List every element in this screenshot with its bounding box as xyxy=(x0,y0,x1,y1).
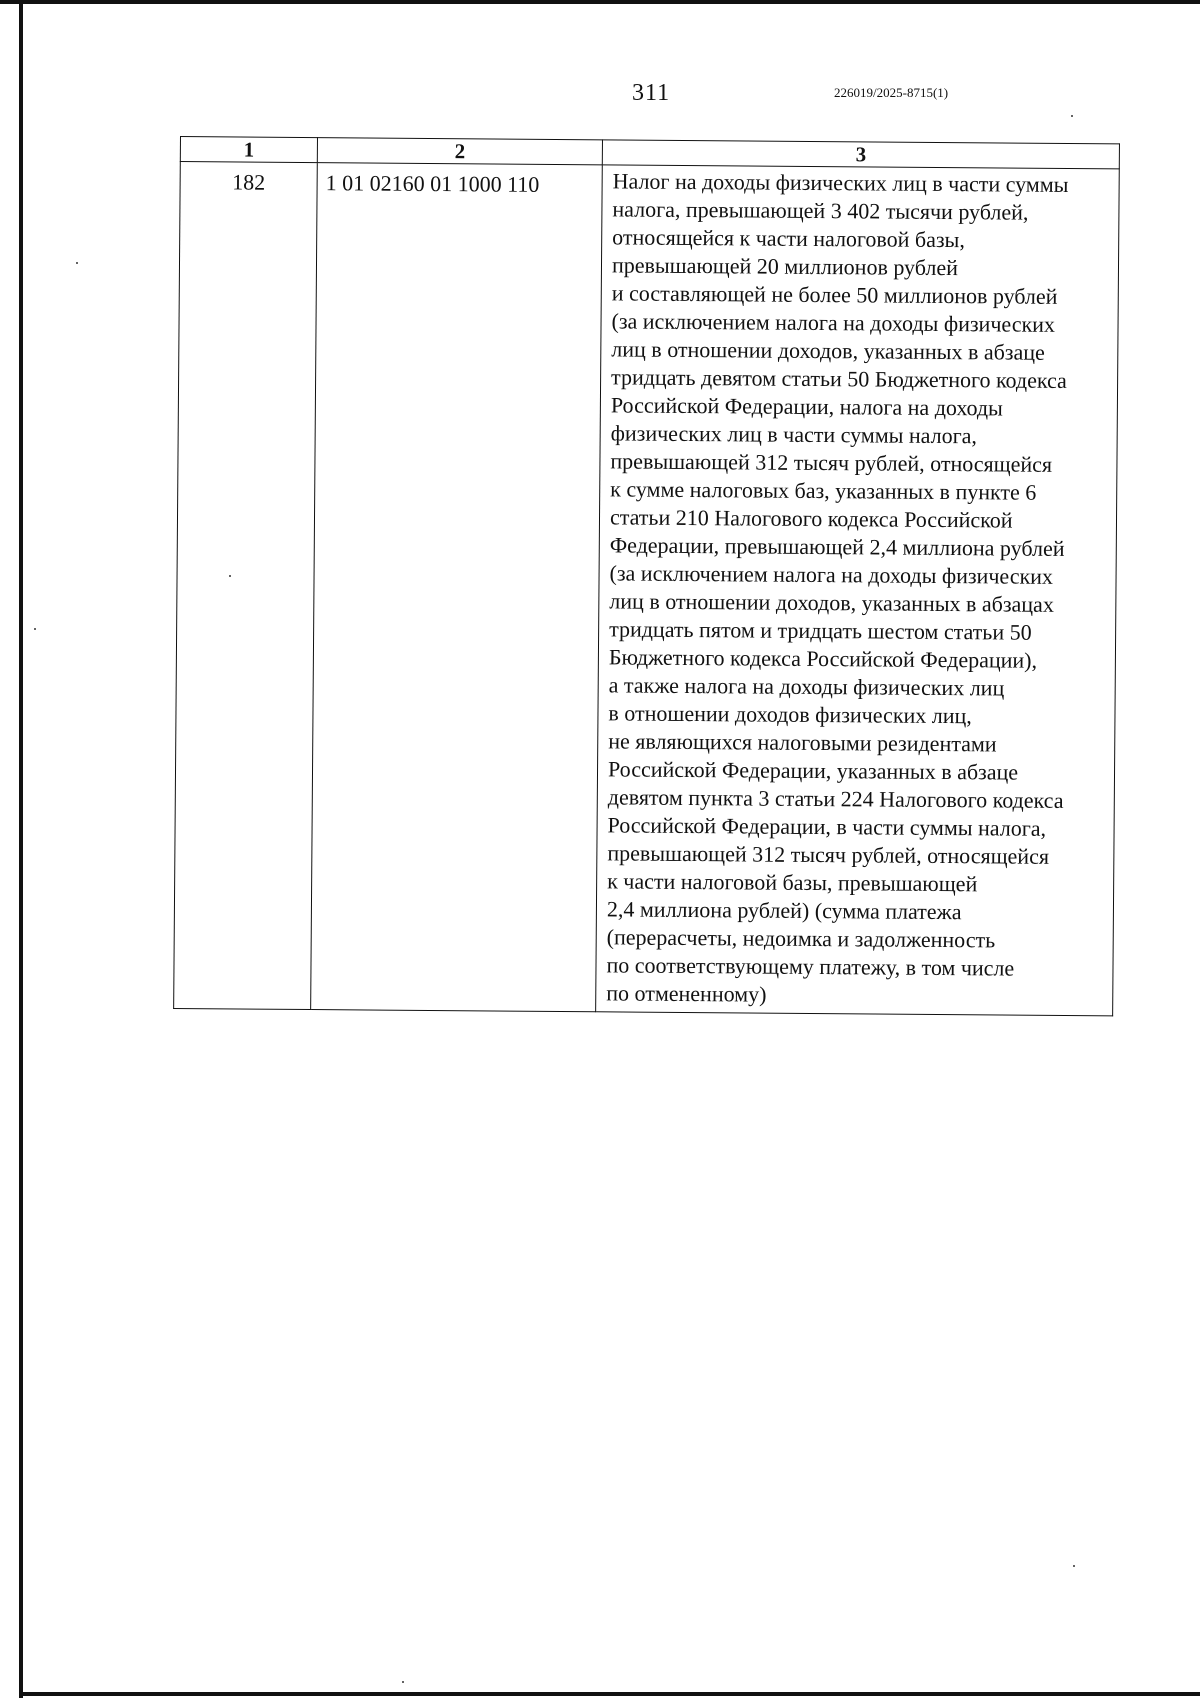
description-line: к сумме налоговых баз, указанных в пункте 6 xyxy=(610,476,1037,505)
document-id: 226019/2025-8715(1) xyxy=(834,85,949,100)
column-header-2: 2 xyxy=(317,138,602,165)
scan-speck xyxy=(1073,1565,1075,1567)
column-header-1: 1 xyxy=(180,137,317,163)
description-line: и составляющей не более 50 миллионов рублей xyxy=(611,280,1058,309)
description-cell xyxy=(596,165,1120,1016)
description-line: не являющихся налоговыми резидентами xyxy=(608,728,997,757)
description-line: к части налоговой базы, превышающей xyxy=(607,868,978,897)
scan-speck xyxy=(1071,115,1073,117)
scan-speck xyxy=(402,1681,404,1683)
description-line: лиц в отношении доходов, указанных в абзацах xyxy=(609,588,1054,617)
description-line: Федерации, превышающей 2,4 миллиона рублей xyxy=(609,532,1065,561)
description-line: превышающей 20 миллионов рублей xyxy=(611,252,959,281)
description-line: относящейся к части налоговой базы, xyxy=(612,224,965,253)
table-row xyxy=(174,162,1120,1016)
scan-border-bottom xyxy=(19,1692,1200,1696)
scan-speck xyxy=(76,262,78,264)
description-line: физических лиц в части суммы налога, xyxy=(610,420,978,449)
description-line: Российской Федерации, в части суммы налога, xyxy=(607,812,1047,841)
description-line: Российской Федерации, налога на доходы xyxy=(610,392,1004,421)
description-line: по отмененному) xyxy=(606,980,767,1007)
budget-code-table xyxy=(173,136,1120,1016)
description-line: Российской Федерации, указанных в абзаце xyxy=(607,756,1019,785)
scan-border-top xyxy=(0,0,1200,4)
description-line: Налог на доходы физических лиц в части суммы xyxy=(612,168,1069,197)
description-line: лиц в отношении доходов, указанных в абзаце xyxy=(611,336,1045,365)
description-line: Бюджетного кодекса Российской Федерации), xyxy=(608,644,1038,673)
description-line: тридцать пятом и тридцать шестом статьи 50 xyxy=(609,616,1032,645)
scan-speck xyxy=(229,575,231,577)
admin-code-cell: 182 xyxy=(174,162,318,1010)
description-line: (перерасчеты, недоимка и задолженность xyxy=(606,924,996,953)
description-line: девятом пункта 3 статьи 224 Налогового кодекса xyxy=(607,784,1064,813)
description-line: 2,4 миллиона рублей) (сумма платежа xyxy=(606,896,962,925)
description-line: (за исключением налога на доходы физических xyxy=(609,560,1054,589)
description-line: налога, превышающей 3 402 тысячи рублей, xyxy=(612,196,1029,225)
scan-speck xyxy=(34,628,36,630)
page-number: 311 xyxy=(632,80,671,106)
column-header-3: 3 xyxy=(602,140,1119,169)
description-line: по соответствующему платежу, в том числе xyxy=(606,952,1015,981)
scan-border-left xyxy=(19,0,23,1698)
description-line: (за исключением налога на доходы физических xyxy=(611,308,1056,337)
description-line: тридцать девятом статьи 50 Бюджетного кодекса xyxy=(611,364,1067,393)
description-line: превышающей 312 тысяч рублей, относящейся xyxy=(607,840,1050,869)
description-line: превышающей 312 тысяч рублей, относящейся xyxy=(610,448,1053,477)
description-line: в отношении доходов физических лиц, xyxy=(608,700,972,729)
description-line: а также налога на доходы физических лиц xyxy=(608,672,1005,701)
description-line: статьи 210 Налогового кодекса Российской xyxy=(609,504,1013,533)
kbk-code-cell: 1 01 02160 01 1000 110 xyxy=(311,163,603,1012)
